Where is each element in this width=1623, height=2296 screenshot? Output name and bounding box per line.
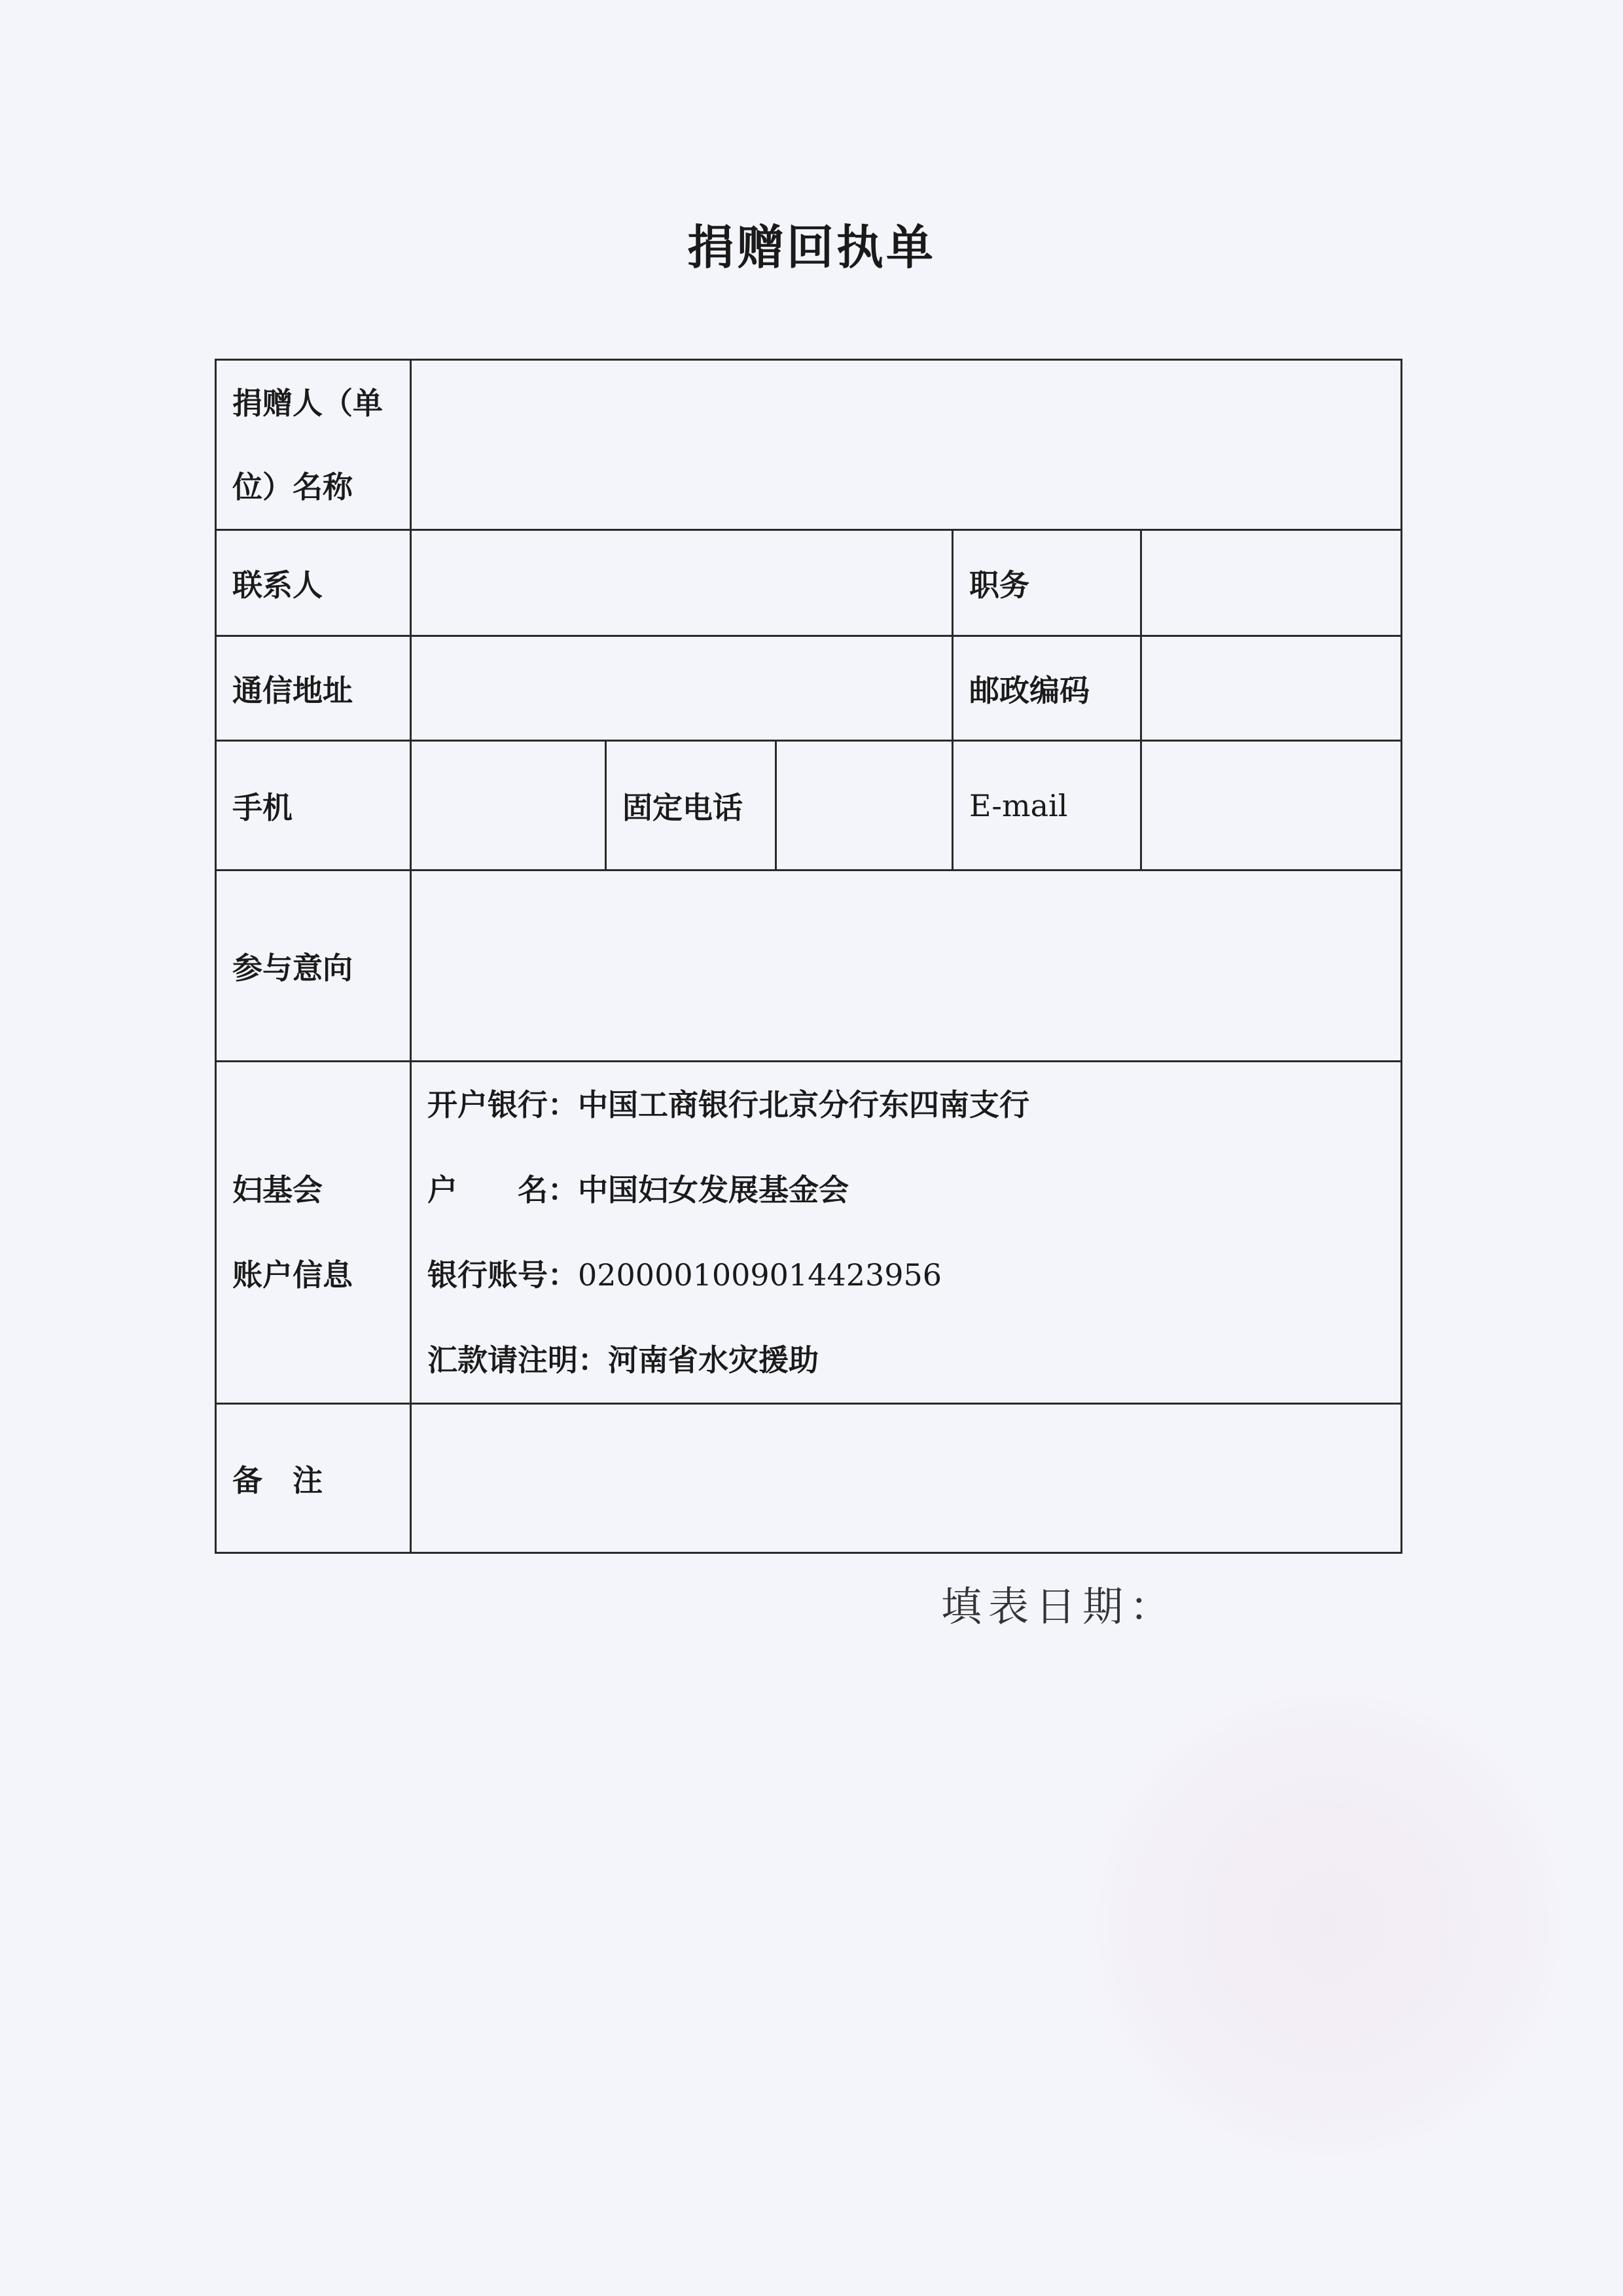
bank-value: 中国工商银行北京分行东四南支行 — [578, 1087, 1029, 1122]
donation-receipt-form — [215, 359, 1402, 1554]
row-intent — [216, 870, 1402, 1062]
holder-label: 户 名： — [427, 1172, 578, 1208]
account-info-content — [411, 1062, 1402, 1404]
row-phone — [216, 741, 1402, 870]
remarks-field[interactable] — [411, 1404, 1402, 1553]
mobile-label: 手机 — [216, 741, 411, 870]
landline-label: 固定电话 — [606, 741, 776, 870]
intent-field[interactable] — [411, 870, 1402, 1062]
landline-field[interactable] — [776, 741, 953, 870]
contact-field[interactable] — [411, 530, 953, 636]
page-title: 捐赠回执单 — [687, 220, 936, 275]
holder-value: 中国妇女发展基金会 — [578, 1172, 849, 1208]
bank-label: 开户银行： — [427, 1087, 578, 1122]
account-label-line2: 账户信息 — [232, 1257, 353, 1293]
mobile-field[interactable] — [411, 741, 606, 870]
donor-name-field[interactable] — [411, 360, 1402, 530]
row-address — [216, 636, 1402, 741]
email-field[interactable] — [1141, 741, 1402, 870]
account-info-label — [216, 1062, 411, 1404]
account-label-line1: 妇基会 — [232, 1172, 323, 1208]
position-label: 职务 — [953, 530, 1141, 636]
row-remarks — [216, 1404, 1402, 1553]
address-label: 通信地址 — [216, 636, 411, 741]
donor-name-label-line1: 捐赠人（单 — [232, 385, 383, 421]
fill-date-label: 填表日期： — [941, 1583, 1177, 1630]
faint-stamp-mark — [1080, 1676, 1577, 2173]
remit-note-value: 河南省水灾援助 — [608, 1342, 819, 1378]
row-account-info — [216, 1062, 1402, 1404]
email-label: E-mail — [953, 741, 1141, 870]
postcode-label: 邮政编码 — [953, 636, 1141, 741]
remarks-label: 备 注 — [216, 1404, 411, 1553]
address-field[interactable] — [411, 636, 953, 741]
remit-note-label: 汇款请注明： — [427, 1342, 608, 1378]
account-number-line — [427, 1232, 1385, 1318]
contact-label: 联系人 — [216, 530, 411, 636]
remit-note-line — [427, 1318, 1385, 1403]
holder-line — [427, 1147, 1385, 1232]
account-number-label: 银行账号： — [427, 1257, 578, 1293]
row-donor-name — [216, 360, 1402, 530]
postcode-field[interactable] — [1141, 636, 1402, 741]
position-field[interactable] — [1141, 530, 1402, 636]
account-number-value: 0200001009014423956 — [578, 1257, 942, 1293]
donor-name-label — [216, 360, 411, 530]
row-contact — [216, 530, 1402, 636]
donor-name-label-line2: 位）名称 — [232, 469, 353, 505]
bank-line — [427, 1062, 1385, 1147]
intent-label: 参与意向 — [216, 870, 411, 1062]
